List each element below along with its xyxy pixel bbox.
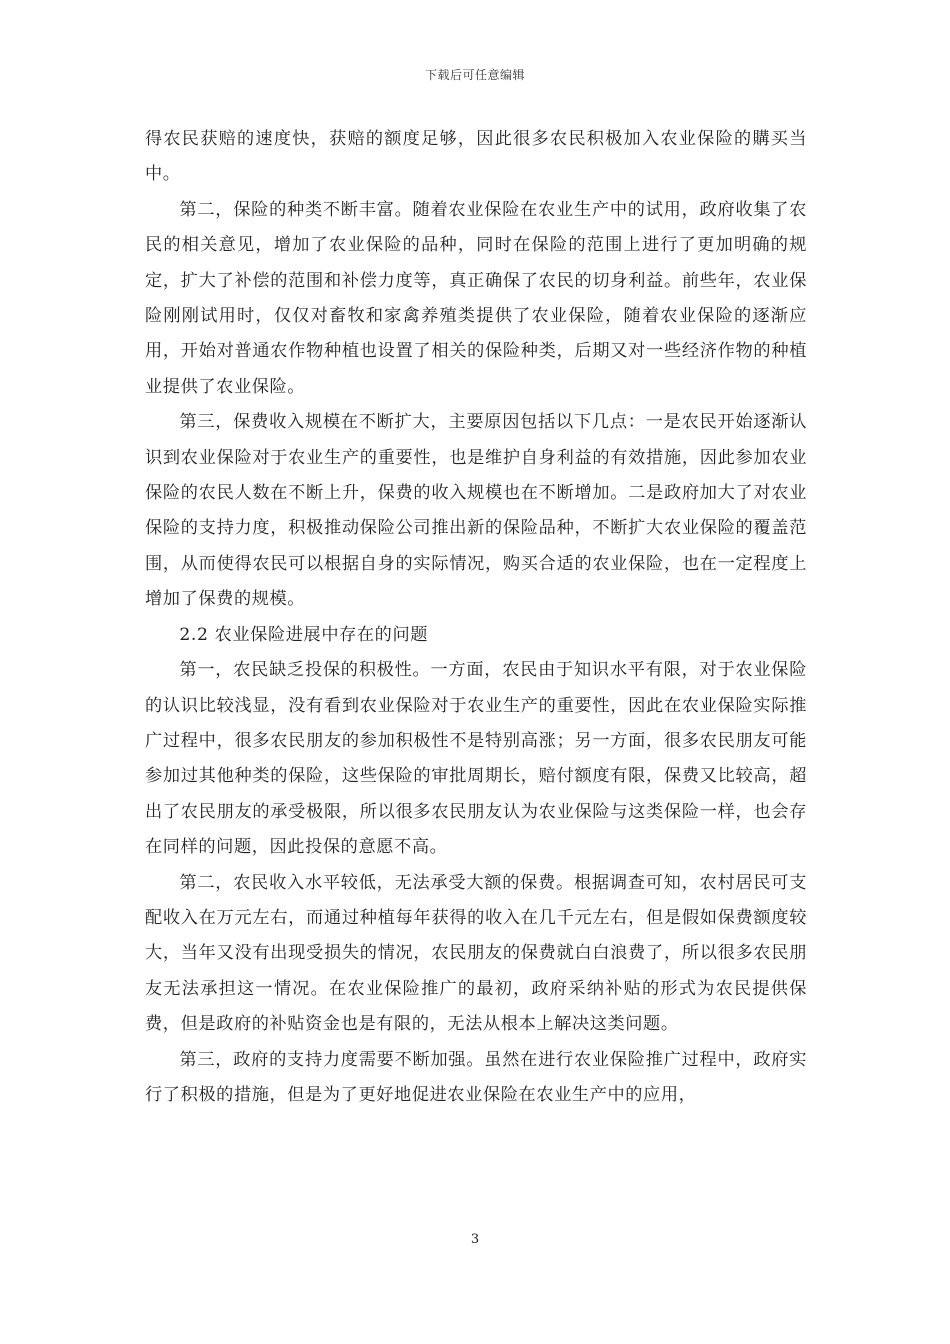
document-body [145,122,807,1113]
paragraph-premium-scale: 第三，保费收入规模在不断扩大，主要原因包括以下几点：一是农民开始逐渐认识到农业保险对于农业生产的重要性，也是维护自身利益的有效措施，因此参加农业保险的农民人数在不断上升，保费的收入规模也在不断增加。二是政府加大了对农业保险的支持力度，积极推动保险公司推出新的保险品种，不断扩大农业保险的覆盖范围，从而使得农民可以根据自身的实际情况，购买合适的农业保险，也在一定程度上增加了保费的规模。 [145,412,807,610]
paragraph-government-support: 第三，政府的支持力度需要不断加强。虽然在进行农业保险推广过程中，政府实行了积极的措施，但是为了更好地促进农业保险在农业生产中的应用， [145,1049,807,1105]
paragraph-continuation: 得农民获赔的速度快，获赔的额度足够，因此很多农民积极加入农业保险的購买当中。 [145,129,807,185]
paragraph-lack-of-enthusiasm: 第一，农民缺乏投保的积极性。一方面，农民由于知识水平有限，对于农业保险的认识比较浅显，没有看到农业保险对于农业生产的重要性，因此在农业保险实际推广过程中，很多农民朋友的参加积极性不是特别高涨；另一方面，很多农民朋友可能参加过其他种类的保险，这些保险的审批周期长，赔付额度有限，保费又比较高，超出了农民朋友的承受极限，所以很多农民朋友认为农业保险与这类保险一样，也会存在同样的问题，因此投保的意愿不高。 [145,660,807,858]
page-header: 下载后可任意编辑 [424,68,525,82]
page-number: 3 [470,1232,480,1247]
paragraph-insurance-types: 第二，保险的种类不断丰富。随着农业保险在农业生产中的试用，政府收集了农民的相关意见，增加了农业保险的品种，同时在保险的范围上进行了更加明确的规定，扩大了补偿的范围和补偿力度等，真正确保了农民的切身利益。前些年，农业保险刚刚试用时，仅仅对畜牧和家禽养殖类提供了农业保险，随着农业保险的逐渐应用，开始对普通农作物种植也设置了相关的保险种类，后期又对一些经济作物的种植业提供了农业保险。 [145,199,807,397]
section-heading-problems: 2.2 农业保险进展中存在的问题 [179,624,429,645]
paragraph-low-income: 第二，农民收入水平较低，无法承受大额的保费。根据调查可知，农村居民可支配收入在万元左右，而通过种植每年获得的收入在几千元左右，但是假如保费额度较大，当年又没有出现受损失的情况，农民朋友的保费就白白浪费了，所以很多农民朋友无法承担这一情况。在农业保险推广的最初，政府采纳补贴的形式为农民提供保费，但是政府的补贴资金也是有限的，无法从根本上解决这类问题。 [145,872,807,1035]
